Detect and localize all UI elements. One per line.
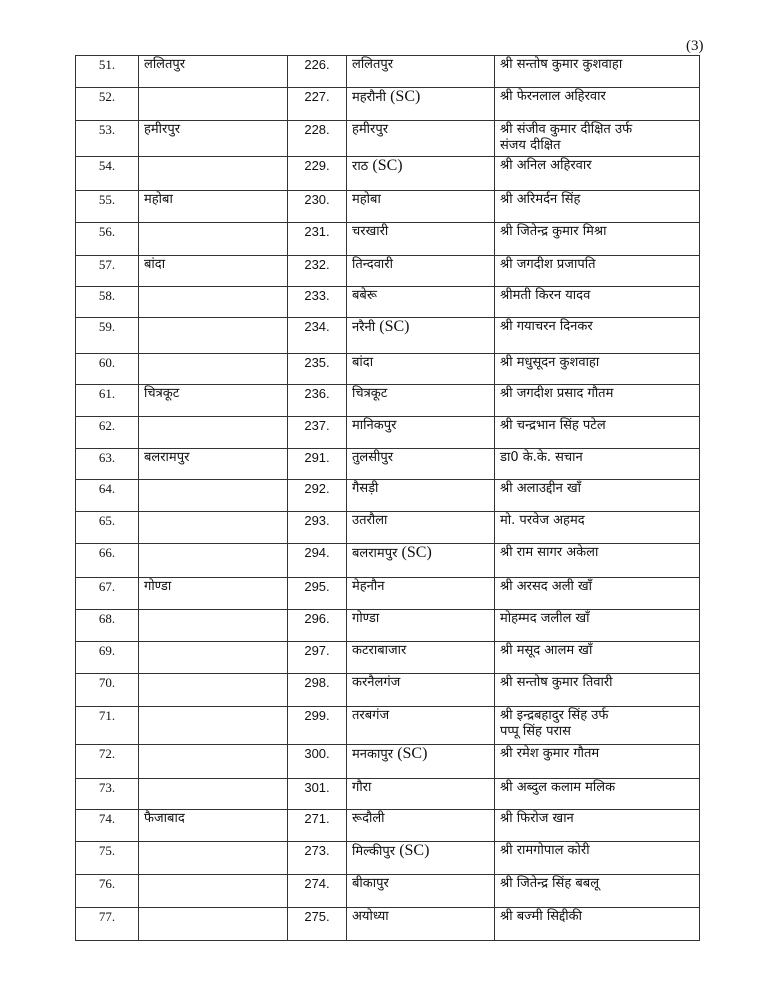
serial-number-cell: 59. (76, 318, 139, 354)
serial-number-cell: 56. (76, 223, 139, 256)
constituency-cell (347, 417, 495, 449)
candidate-name: श्री जगदीश प्रसाद गौतम (500, 386, 614, 401)
district-cell: हमीरपुर (139, 121, 288, 157)
district-cell (139, 354, 288, 385)
candidate-name: श्री मधुसूदन कुशवाहा (500, 355, 600, 370)
candidate-name-cell (495, 157, 700, 191)
table-row (76, 417, 700, 449)
reserved-sc-tag: (SC) (401, 544, 432, 561)
candidate-name: श्री संजीव कुमार दीक्षित उर्फ (500, 122, 633, 137)
candidate-name: मोहम्मद जलील खाँ (500, 611, 590, 626)
candidate-name: श्रीमती किरन यादव (500, 288, 591, 303)
serial-number-cell: 64. (76, 480, 139, 512)
candidate-name-cell (495, 318, 700, 354)
constituency-cell (347, 191, 495, 223)
serial-number-cell: 76. (76, 875, 139, 908)
candidate-name-cell (495, 88, 700, 121)
reserved-sc-tag: (SC) (379, 318, 410, 335)
constituency-name: करनैलगंज (352, 675, 401, 690)
table-row (76, 642, 700, 674)
candidate-name-cell (495, 745, 700, 779)
table-row (76, 674, 700, 707)
constituency-number-cell: 294. (288, 544, 347, 578)
table-row (76, 480, 700, 512)
candidate-name-cell (495, 779, 700, 810)
constituency-name: मनकापुर (352, 747, 394, 762)
constituency-name: कटराबाजार (352, 643, 407, 658)
table-row (76, 354, 700, 385)
table-row (76, 707, 700, 745)
table-row (76, 610, 700, 642)
serial-number-cell: 58. (76, 287, 139, 318)
candidate-name: श्री राम सागर अकेला (500, 545, 599, 560)
candidate-name-cell (495, 449, 700, 480)
table-row (76, 745, 700, 779)
reserved-sc-tag: (SC) (390, 88, 421, 105)
serial-number-cell: 61. (76, 385, 139, 417)
constituency-number-cell: 295. (288, 578, 347, 610)
table-row (76, 157, 700, 191)
constituency-name: चित्रकूट (352, 386, 388, 401)
constituency-cell (347, 121, 495, 157)
constituency-cell (347, 256, 495, 287)
serial-number-cell: 55. (76, 191, 139, 223)
constituency-name: नरैनी (352, 320, 376, 335)
constituency-number-cell: 237. (288, 417, 347, 449)
constituency-cell (347, 449, 495, 480)
constituency-cell (347, 908, 495, 941)
candidate-name-cell (495, 908, 700, 941)
candidate-name-cell (495, 121, 700, 157)
district-cell (139, 512, 288, 544)
candidate-name-cell (495, 842, 700, 875)
candidate-name: श्री चन्द्रभान सिंह पटेल (500, 418, 606, 433)
constituency-cell (347, 318, 495, 354)
candidate-table (75, 55, 700, 941)
district-cell (139, 908, 288, 941)
candidate-name-cell (495, 642, 700, 674)
district-cell (139, 875, 288, 908)
constituency-name: बीकापुर (352, 876, 389, 891)
reserved-sc-tag: (SC) (372, 157, 403, 174)
constituency-name: राठ (352, 159, 369, 174)
candidate-name-cell (495, 610, 700, 642)
candidate-name: श्री फिरोज खान (500, 811, 574, 826)
district-cell (139, 157, 288, 191)
candidate-name-cell (495, 544, 700, 578)
serial-number-cell: 70. (76, 674, 139, 707)
constituency-name: मिल्कीपुर (352, 844, 396, 859)
table-row (76, 256, 700, 287)
constituency-cell (347, 810, 495, 842)
constituency-number-cell: 236. (288, 385, 347, 417)
candidate-name: श्री सन्तोष कुमार तिवारी (500, 675, 613, 690)
table-body (76, 56, 700, 941)
constituency-cell (347, 875, 495, 908)
page-number: (3) (686, 38, 704, 54)
constituency-number-cell: 273. (288, 842, 347, 875)
constituency-number-cell: 274. (288, 875, 347, 908)
serial-number-cell: 57. (76, 256, 139, 287)
constituency-name: मानिकपुर (352, 418, 397, 433)
constituency-name: महोबा (352, 192, 381, 207)
table-row (76, 875, 700, 908)
district-cell (139, 707, 288, 745)
table-row (76, 318, 700, 354)
candidate-name-cell (495, 707, 700, 745)
candidate-name: श्री अरिमर्दन सिंह (500, 192, 581, 207)
constituency-cell (347, 88, 495, 121)
constituency-number-cell: 298. (288, 674, 347, 707)
constituency-name: तुलसीपुर (352, 450, 394, 465)
candidate-name-cell (495, 674, 700, 707)
serial-number-cell: 53. (76, 121, 139, 157)
constituency-name: गौरा (352, 780, 372, 795)
serial-number-cell: 71. (76, 707, 139, 745)
constituency-name: महरौनी (352, 90, 386, 105)
constituency-cell (347, 287, 495, 318)
constituency-cell (347, 480, 495, 512)
district-cell: गोण्डा (139, 578, 288, 610)
candidate-name-cell (495, 417, 700, 449)
constituency-cell (347, 56, 495, 88)
constituency-number-cell: 228. (288, 121, 347, 157)
candidate-name: श्री जगदीश प्रजापति (500, 257, 596, 272)
constituency-cell (347, 642, 495, 674)
constituency-cell (347, 354, 495, 385)
district-cell (139, 745, 288, 779)
constituency-number-cell: 229. (288, 157, 347, 191)
district-cell (139, 642, 288, 674)
candidate-name: श्री मसूद आलम खाँ (500, 643, 593, 658)
constituency-number-cell: 231. (288, 223, 347, 256)
table-row (76, 88, 700, 121)
table-row (76, 544, 700, 578)
reserved-sc-tag: (SC) (399, 842, 430, 859)
constituency-number-cell: 292. (288, 480, 347, 512)
constituency-cell (347, 610, 495, 642)
district-cell (139, 544, 288, 578)
constituency-name: तरबगंज (352, 708, 390, 723)
serial-number-cell: 74. (76, 810, 139, 842)
candidate-name-cell (495, 256, 700, 287)
district-cell (139, 318, 288, 354)
table-row (76, 779, 700, 810)
constituency-cell (347, 674, 495, 707)
constituency-name: उतरौला (352, 513, 388, 528)
constituency-cell (347, 707, 495, 745)
table-row (76, 908, 700, 941)
candidate-name: श्री रमेश कुमार गौतम (500, 746, 600, 761)
constituency-number-cell: 297. (288, 642, 347, 674)
candidate-name: डा0 के.के. सचान (500, 450, 583, 465)
candidate-name: मो. परवेज अहमद (500, 513, 585, 528)
district-cell (139, 480, 288, 512)
candidate-alias: संजय दीक्षित (500, 138, 561, 153)
district-cell: फैजाबाद (139, 810, 288, 842)
constituency-name: बांदा (352, 355, 374, 370)
constituency-number-cell: 275. (288, 908, 347, 941)
reserved-sc-tag: (SC) (397, 745, 428, 762)
candidate-name: श्री अब्दुल कलाम मलिक (500, 780, 616, 795)
constituency-number-cell: 233. (288, 287, 347, 318)
district-cell: ललितपुर (139, 56, 288, 88)
serial-number-cell: 68. (76, 610, 139, 642)
district-cell (139, 842, 288, 875)
serial-number-cell: 62. (76, 417, 139, 449)
constituency-name: रूदौली (352, 811, 385, 826)
candidate-name-cell (495, 875, 700, 908)
district-cell (139, 223, 288, 256)
table-row (76, 512, 700, 544)
serial-number-cell: 73. (76, 779, 139, 810)
serial-number-cell: 65. (76, 512, 139, 544)
serial-number-cell: 77. (76, 908, 139, 941)
constituency-name: हमीरपुर (352, 122, 389, 137)
constituency-name: मेहनौन (352, 579, 385, 594)
constituency-number-cell: 235. (288, 354, 347, 385)
constituency-number-cell: 234. (288, 318, 347, 354)
constituency-name: गोण्डा (352, 611, 380, 626)
table-row (76, 385, 700, 417)
constituency-cell (347, 544, 495, 578)
candidate-name-cell (495, 480, 700, 512)
district-cell (139, 610, 288, 642)
candidate-name-cell (495, 578, 700, 610)
district-cell: बांदा (139, 256, 288, 287)
candidate-name: श्री जितेन्द्र सिंह बबलू (500, 876, 600, 891)
candidate-name: श्री अलाउद्दीन खाँ (500, 481, 581, 496)
constituency-cell (347, 745, 495, 779)
candidate-name-cell (495, 191, 700, 223)
district-cell (139, 779, 288, 810)
constituency-cell (347, 512, 495, 544)
constituency-name: तिन्दवारी (352, 257, 393, 272)
candidate-name: श्री अरसद अली खाँ (500, 579, 593, 594)
constituency-name: ललितपुर (352, 57, 394, 72)
table-row (76, 287, 700, 318)
constituency-cell (347, 578, 495, 610)
candidate-name-cell (495, 512, 700, 544)
serial-number-cell: 51. (76, 56, 139, 88)
constituency-cell (347, 779, 495, 810)
serial-number-cell: 52. (76, 88, 139, 121)
table-row (76, 191, 700, 223)
table-row (76, 449, 700, 480)
candidate-name: श्री अनिल अहिरवार (500, 158, 592, 173)
candidate-name: श्री जितेन्द्र कुमार मिश्रा (500, 224, 607, 239)
serial-number-cell: 75. (76, 842, 139, 875)
serial-number-cell: 69. (76, 642, 139, 674)
constituency-number-cell: 301. (288, 779, 347, 810)
candidate-name: श्री बज्मी सिद्दीकी (500, 909, 583, 924)
table-row (76, 223, 700, 256)
constituency-cell (347, 842, 495, 875)
table-row (76, 56, 700, 88)
district-cell (139, 287, 288, 318)
serial-number-cell: 63. (76, 449, 139, 480)
candidate-alias: पप्पू सिंह परास (500, 724, 571, 739)
constituency-number-cell: 293. (288, 512, 347, 544)
serial-number-cell: 67. (76, 578, 139, 610)
constituency-number-cell: 300. (288, 745, 347, 779)
constituency-number-cell: 232. (288, 256, 347, 287)
candidate-name-cell (495, 56, 700, 88)
serial-number-cell: 60. (76, 354, 139, 385)
candidate-name: श्री गयाचरन दिनकर (500, 319, 593, 334)
constituency-name: बलरामपुर (352, 546, 398, 561)
constituency-cell (347, 157, 495, 191)
constituency-number-cell: 291. (288, 449, 347, 480)
constituency-cell (347, 385, 495, 417)
district-cell (139, 674, 288, 707)
serial-number-cell: 66. (76, 544, 139, 578)
constituency-cell (347, 223, 495, 256)
constituency-number-cell: 226. (288, 56, 347, 88)
candidate-name: श्री फेरनलाल अहिरवार (500, 89, 606, 104)
table-row (76, 842, 700, 875)
constituency-number-cell: 296. (288, 610, 347, 642)
constituency-name: चरखारी (352, 224, 389, 239)
district-cell: चित्रकूट (139, 385, 288, 417)
table-row (76, 121, 700, 157)
candidate-name-cell (495, 385, 700, 417)
candidate-name: श्री इन्द्रबहादुर सिंह उर्फ (500, 708, 609, 723)
table-row (76, 810, 700, 842)
constituency-number-cell: 299. (288, 707, 347, 745)
constituency-number-cell: 227. (288, 88, 347, 121)
district-cell: महोबा (139, 191, 288, 223)
candidate-name-cell (495, 354, 700, 385)
serial-number-cell: 72. (76, 745, 139, 779)
candidate-name: श्री रामगोपाल कोरी (500, 843, 590, 858)
district-cell: बलरामपुर (139, 449, 288, 480)
constituency-number-cell: 271. (288, 810, 347, 842)
constituency-name: अयोध्या (352, 909, 389, 924)
constituency-number-cell: 230. (288, 191, 347, 223)
candidate-name-cell (495, 223, 700, 256)
candidate-name: श्री सन्तोष कुमार कुशवाहा (500, 57, 623, 72)
district-cell (139, 417, 288, 449)
candidate-name-cell (495, 810, 700, 842)
district-cell (139, 88, 288, 121)
constituency-name: गैसड़ी (352, 481, 379, 496)
candidate-name-cell (495, 287, 700, 318)
serial-number-cell: 54. (76, 157, 139, 191)
table-row (76, 578, 700, 610)
constituency-name: बबेरू (352, 288, 377, 303)
